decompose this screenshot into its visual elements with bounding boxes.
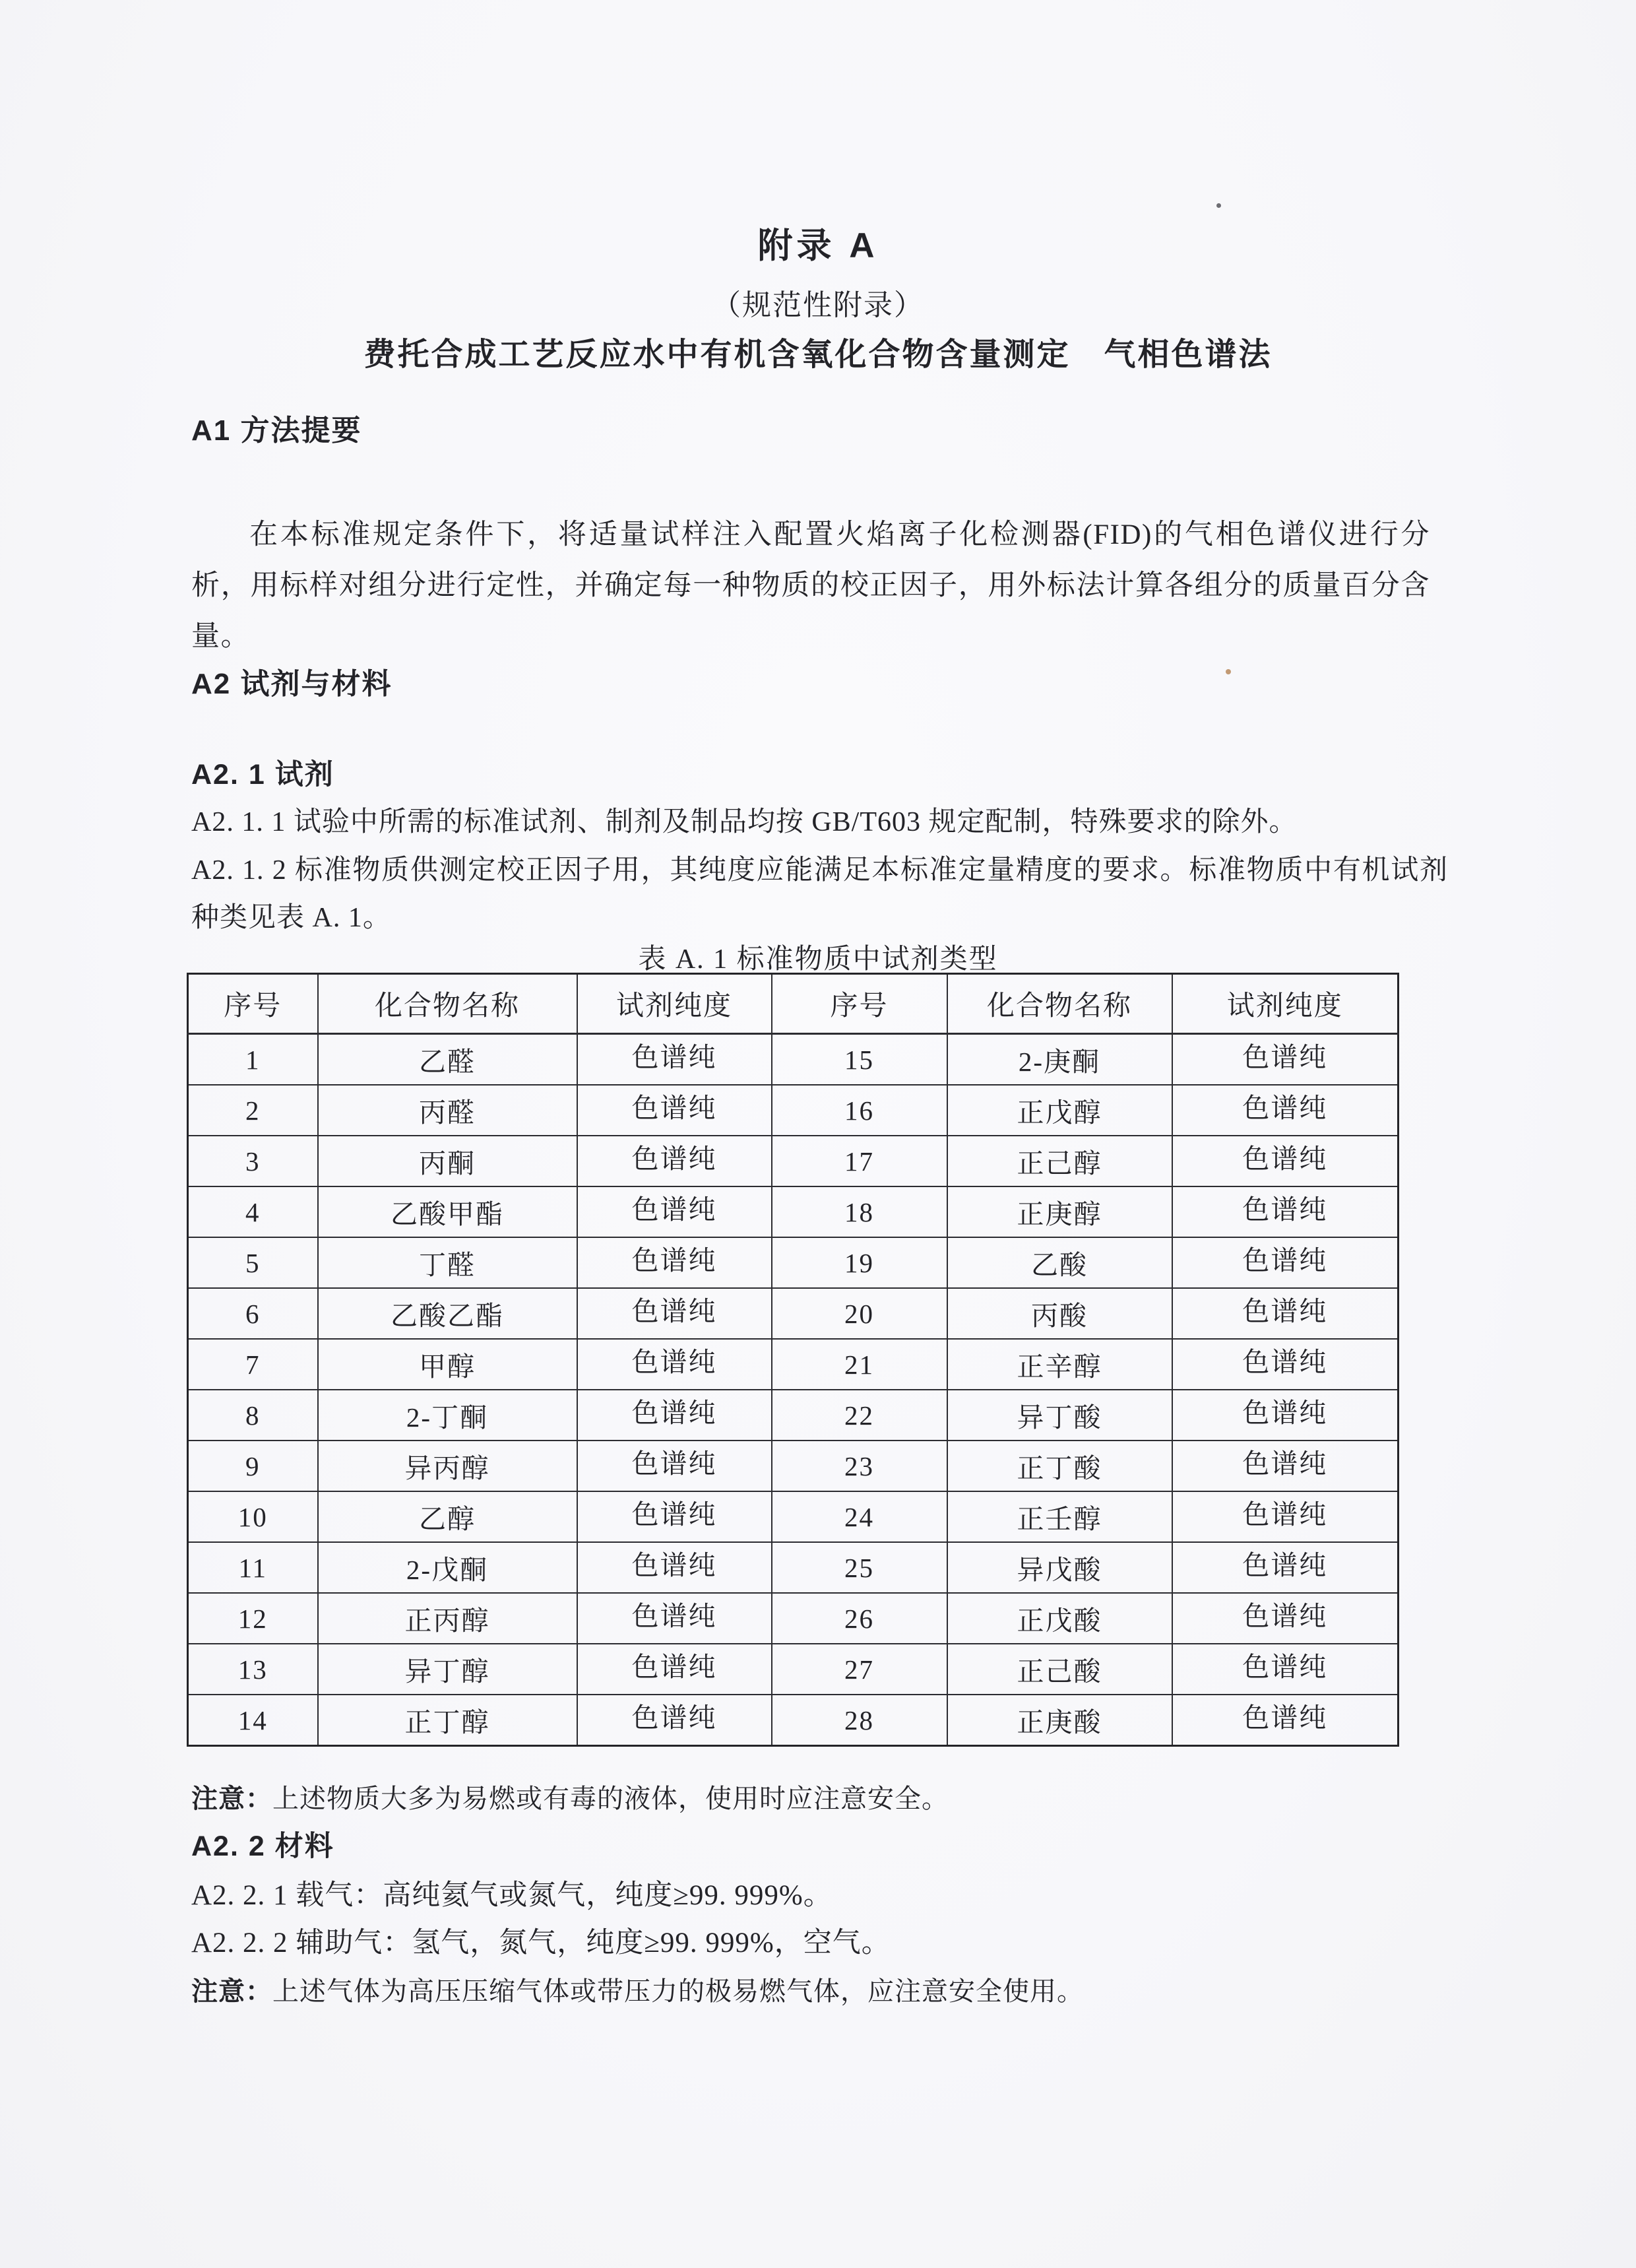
purity-cell: 色谱纯 xyxy=(1172,1034,1399,1085)
row-number-cell: 10 xyxy=(188,1491,318,1542)
row-number-cell: 25 xyxy=(772,1542,947,1593)
table-row xyxy=(188,1593,1399,1644)
purity-cell: 色谱纯 xyxy=(577,1186,772,1237)
purity-cell: 色谱纯 xyxy=(1172,1390,1399,1441)
row-number-cell: 7 xyxy=(188,1339,318,1390)
purity-cell: 色谱纯 xyxy=(577,1644,772,1695)
purity-cell: 色谱纯 xyxy=(577,1491,772,1542)
note-text: 上述气体为高压压缩气体或带压力的极易燃气体，应注意安全使用。 xyxy=(272,1976,1084,2006)
compound-name-cell: 甲醇 xyxy=(318,1339,577,1390)
purity-cell: 色谱纯 xyxy=(577,1441,772,1491)
compound-name-cell: 乙酸 xyxy=(947,1237,1172,1288)
row-number-cell: 16 xyxy=(772,1085,947,1136)
purity-cell: 色谱纯 xyxy=(1172,1491,1399,1542)
table-row xyxy=(188,1695,1399,1746)
row-number-cell: 28 xyxy=(772,1695,947,1746)
row-number-cell: 3 xyxy=(188,1136,318,1186)
row-number-cell: 17 xyxy=(772,1136,947,1186)
compound-name-cell: 丁醛 xyxy=(318,1237,577,1288)
table-row xyxy=(188,1186,1399,1237)
purity-cell: 色谱纯 xyxy=(1172,1136,1399,1186)
purity-cell: 色谱纯 xyxy=(1172,1237,1399,1288)
column-header: 化合物名称 xyxy=(318,974,577,1034)
purity-cell: 色谱纯 xyxy=(577,1288,772,1339)
table-row xyxy=(188,1644,1399,1695)
section-a1-heading: A1 方法提要 xyxy=(191,414,362,447)
table-row xyxy=(188,1542,1399,1593)
purity-cell: 色谱纯 xyxy=(577,1390,772,1441)
compound-name-cell: 异戊酸 xyxy=(947,1542,1172,1593)
appendix-title: 附录 A xyxy=(757,226,879,265)
table-row xyxy=(188,1339,1399,1390)
purity-cell: 色谱纯 xyxy=(1172,1288,1399,1339)
table-row xyxy=(188,1136,1399,1186)
section-a1-paragraph: 在本标准规定条件下，将适量试样注入配置火焰离子化检测器(FID)的气相色谱仪进行分析，用标样对组分进行定性，并确定每一种物质的校正因子，用外标法计算各组分的质量百分含量。 xyxy=(191,519,1430,652)
table-row xyxy=(188,1288,1399,1339)
purity-cell: 色谱纯 xyxy=(1172,1186,1399,1237)
row-number-cell: 18 xyxy=(772,1186,947,1237)
note-text: 上述物质大多为易燃或有毒的液体，使用时应注意安全。 xyxy=(272,1784,949,1813)
section-a2-2-heading: A2. 2 材料 xyxy=(191,1831,334,1862)
compound-name-cell: 正壬醇 xyxy=(947,1491,1172,1542)
compound-name-cell: 异丁酸 xyxy=(947,1390,1172,1441)
purity-cell: 色谱纯 xyxy=(1172,1085,1399,1136)
reagent-table xyxy=(187,973,1399,1747)
purity-cell: 色谱纯 xyxy=(577,1542,772,1593)
section-a2-heading: A2 试剂与材料 xyxy=(191,668,393,700)
compound-name-cell: 2-戊酮 xyxy=(318,1542,577,1593)
compound-name-cell: 正丁醇 xyxy=(318,1695,577,1746)
reagent-table-header-row xyxy=(188,974,1399,1034)
compound-name-cell: 丙酸 xyxy=(947,1288,1172,1339)
row-number-cell: 12 xyxy=(188,1593,318,1644)
purity-cell: 色谱纯 xyxy=(577,1237,772,1288)
row-number-cell: 4 xyxy=(188,1186,318,1237)
compound-name-cell: 乙醛 xyxy=(318,1034,577,1085)
purity-cell: 色谱纯 xyxy=(577,1085,772,1136)
compound-name-cell: 异丙醇 xyxy=(318,1441,577,1491)
row-number-cell: 21 xyxy=(772,1339,947,1390)
row-number-cell: 6 xyxy=(188,1288,318,1339)
compound-name-cell: 2-丁酮 xyxy=(318,1390,577,1441)
clause-a2-2-1: A2. 2. 1 载气：高纯氦气或氮气，纯度≥99. 999%。 xyxy=(191,1880,833,1911)
purity-cell: 色谱纯 xyxy=(1172,1441,1399,1491)
row-number-cell: 15 xyxy=(772,1034,947,1085)
document-title: 费托合成工艺反应水中有机含氧化合物含量测定 气相色谱法 xyxy=(363,337,1273,372)
row-number-cell: 23 xyxy=(772,1441,947,1491)
purity-cell: 色谱纯 xyxy=(1172,1593,1399,1644)
compound-name-cell: 乙醇 xyxy=(318,1491,577,1542)
table-caption: 表 A. 1 标准物质中试剂类型 xyxy=(638,944,998,975)
compound-name-cell: 乙酸乙酯 xyxy=(318,1288,577,1339)
purity-cell: 色谱纯 xyxy=(1172,1542,1399,1593)
compound-name-cell: 2-庚酮 xyxy=(947,1034,1172,1085)
table-row xyxy=(188,1441,1399,1491)
purity-cell: 色谱纯 xyxy=(1172,1644,1399,1695)
row-number-cell: 8 xyxy=(188,1390,318,1441)
table-row xyxy=(188,1034,1399,1085)
column-header: 序号 xyxy=(772,974,947,1034)
scan-speck xyxy=(1216,203,1221,208)
compound-name-cell: 正己醇 xyxy=(947,1136,1172,1186)
row-number-cell: 9 xyxy=(188,1441,318,1491)
purity-cell: 色谱纯 xyxy=(577,1136,772,1186)
compound-name-cell: 正丙醇 xyxy=(318,1593,577,1644)
table-row xyxy=(188,1390,1399,1441)
row-number-cell: 1 xyxy=(188,1034,318,1085)
clause-a2-1-1: A2. 1. 1 试验中所需的标准试剂、制剂及制品均按 GB/T603 规定配制，特殊要求的除外。 xyxy=(191,807,1298,837)
row-number-cell: 14 xyxy=(188,1695,318,1746)
compound-name-cell: 正辛醇 xyxy=(947,1339,1172,1390)
compound-name-cell: 乙酸甲酯 xyxy=(318,1186,577,1237)
column-header: 化合物名称 xyxy=(947,974,1172,1034)
compound-name-cell: 正己酸 xyxy=(947,1644,1172,1695)
row-number-cell: 13 xyxy=(188,1644,318,1695)
scan-speck xyxy=(1226,669,1231,674)
note-label: 注意： xyxy=(191,1977,272,2006)
compound-name-cell: 丙酮 xyxy=(318,1136,577,1186)
purity-cell: 色谱纯 xyxy=(577,1695,772,1746)
compound-name-cell: 正庚酸 xyxy=(947,1695,1172,1746)
compound-name-cell: 异丁醇 xyxy=(318,1644,577,1695)
row-number-cell: 5 xyxy=(188,1237,318,1288)
row-number-cell: 27 xyxy=(772,1644,947,1695)
clause-a2-1-2: A2. 1. 2 标准物质供测定校正因子用，其纯度应能满足本标准定量精度的要求。标准物质中有机试剂种类见表 A. 1。 xyxy=(191,855,1448,933)
table-note xyxy=(191,1778,949,1815)
row-number-cell: 11 xyxy=(188,1542,318,1593)
note-label: 注意： xyxy=(191,1784,272,1813)
clause-a2-2-2: A2. 2. 2 辅助气：氢气，氮气，纯度≥99. 999%，空气。 xyxy=(191,1928,891,1959)
purity-cell: 色谱纯 xyxy=(577,1034,772,1085)
compound-name-cell: 正庚醇 xyxy=(947,1186,1172,1237)
row-number-cell: 20 xyxy=(772,1288,947,1339)
column-header: 试剂纯度 xyxy=(1172,974,1399,1034)
row-number-cell: 26 xyxy=(772,1593,947,1644)
purity-cell: 色谱纯 xyxy=(577,1593,772,1644)
section-a2-1-heading: A2. 1 试剂 xyxy=(191,759,334,791)
compound-name-cell: 正戊醇 xyxy=(947,1085,1172,1136)
compound-name-cell: 正戊酸 xyxy=(947,1593,1172,1644)
purity-cell: 色谱纯 xyxy=(577,1339,772,1390)
compound-name-cell: 正丁酸 xyxy=(947,1441,1172,1491)
table-row xyxy=(188,1237,1399,1288)
compound-name-cell: 丙醛 xyxy=(318,1085,577,1136)
column-header: 序号 xyxy=(188,974,318,1034)
appendix-subtitle: （规范性附录） xyxy=(712,289,924,321)
row-number-cell: 19 xyxy=(772,1237,947,1288)
purity-cell: 色谱纯 xyxy=(1172,1695,1399,1746)
table-row xyxy=(188,1491,1399,1542)
table-row xyxy=(188,1085,1399,1136)
purity-cell: 色谱纯 xyxy=(1172,1339,1399,1390)
column-header: 试剂纯度 xyxy=(577,974,772,1034)
row-number-cell: 2 xyxy=(188,1085,318,1136)
gas-note xyxy=(191,1970,1084,2008)
row-number-cell: 22 xyxy=(772,1390,947,1441)
row-number-cell: 24 xyxy=(772,1491,947,1542)
